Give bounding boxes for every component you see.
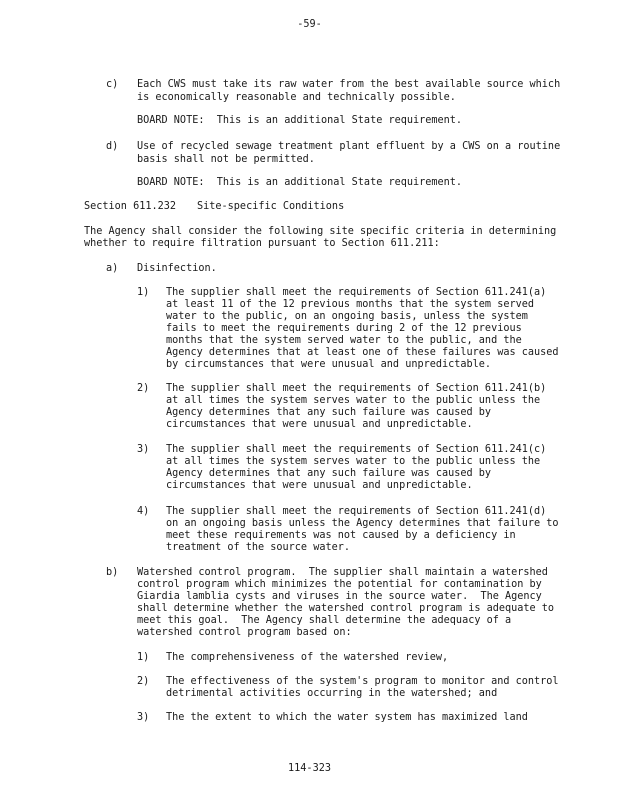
item-b-line: shall determine whether the watershed control program is adequate to <box>137 603 555 614</box>
subitem-line: circumstances that were unusual and unpredictable. <box>166 480 473 491</box>
item-b-line: Watershed control program. The supplier shall maintain a watershed <box>137 567 548 578</box>
item-a-title: Disinfection. <box>137 263 217 274</box>
subitem-line: on an ongoing basis unless the Agency determines that failure to <box>166 518 559 529</box>
item-label-d: d) <box>106 141 119 152</box>
subitem-line: Agency determines that any such failure was caused by <box>166 468 492 479</box>
subitem-label: 3) <box>137 712 150 723</box>
subitem-line: meet these requirements was not caused by a deficiency in <box>166 530 516 541</box>
item-d-line: basis shall not be permitted. <box>137 154 315 165</box>
subitem-line: Agency determines that any such failure was caused by <box>166 407 492 418</box>
page-number: -59- <box>297 19 322 30</box>
subitem-label: 1) <box>137 287 150 298</box>
subitem-label: 2) <box>137 676 150 687</box>
subitem-line: detrimental activities occurring in the watershed; and <box>166 688 498 699</box>
item-c-line: Each CWS must take its raw water from the best available source which <box>137 79 561 90</box>
subitem-label: 4) <box>137 506 150 517</box>
subitem-line: The supplier shall meet the requirements of Section 611.241(c) <box>166 444 547 455</box>
subitem-line: The the extent to which the water system has maximized land <box>166 712 528 723</box>
item-b-line: control program which minimizes the potential for contamination by <box>137 579 542 590</box>
subitem-line: Agency determines that at least one of these failures was caused <box>166 347 559 358</box>
subitem-line: The supplier shall meet the requirements of Section 611.241(b) <box>166 383 547 394</box>
board-note: BOARD NOTE: This is an additional State requirement. <box>137 177 463 188</box>
subitem-line: at all times the system serves water to the public unless the <box>166 456 541 467</box>
item-label-c: c) <box>106 79 119 90</box>
subitem-line: The effectiveness of the system's program to monitor and control <box>166 676 559 687</box>
item-c-line: is economically reasonable and technically possible. <box>137 92 456 103</box>
item-b-line: watershed control program based on: <box>137 627 352 638</box>
subitem-line: by circumstances that were unusual and unpredictable. <box>166 359 492 370</box>
page-footer-code: 114-323 <box>288 763 331 774</box>
section-number: Section 611.232 <box>84 201 177 212</box>
subitem-line: The comprehensiveness of the watershed review, <box>166 652 449 663</box>
subitem-label: 2) <box>137 383 150 394</box>
subitem-line: circumstances that were unusual and unpredictable. <box>166 419 473 430</box>
section-title: Site-specific Conditions <box>197 201 345 212</box>
item-label-a: a) <box>106 263 119 274</box>
subitem-line: water to the public, on an ongoing basis, unless the system <box>166 311 528 322</box>
item-d-line: Use of recycled sewage treatment plant effluent by a CWS on a routine <box>137 141 561 152</box>
item-label-b: b) <box>106 567 119 578</box>
subitem-line: The supplier shall meet the requirements of Section 611.241(a) <box>166 287 547 298</box>
section-intro-line: whether to require filtration pursuant to Section 611.211: <box>84 238 440 249</box>
subitem-line: The supplier shall meet the requirements of Section 611.241(d) <box>166 506 547 517</box>
subitem-line: fails to meet the requirements during 2 of the 12 previous <box>166 323 522 334</box>
subitem-label: 3) <box>137 444 150 455</box>
subitem-line: months that the system served water to the public, and the <box>166 335 522 346</box>
item-b-line: Giardia lamblia cysts and viruses in the source water. The Agency <box>137 591 542 602</box>
section-intro-line: The Agency shall consider the following site specific criteria in determining <box>84 226 557 237</box>
subitem-label: 1) <box>137 652 150 663</box>
subitem-line: at least 11 of the 12 previous months that the system served <box>166 299 535 310</box>
item-b-line: meet this goal. The Agency shall determine the adequacy of a <box>137 615 512 626</box>
board-note: BOARD NOTE: This is an additional State requirement. <box>137 115 463 126</box>
subitem-line: at all times the system serves water to the public unless the <box>166 395 541 406</box>
subitem-line: treatment of the source water. <box>166 542 351 553</box>
